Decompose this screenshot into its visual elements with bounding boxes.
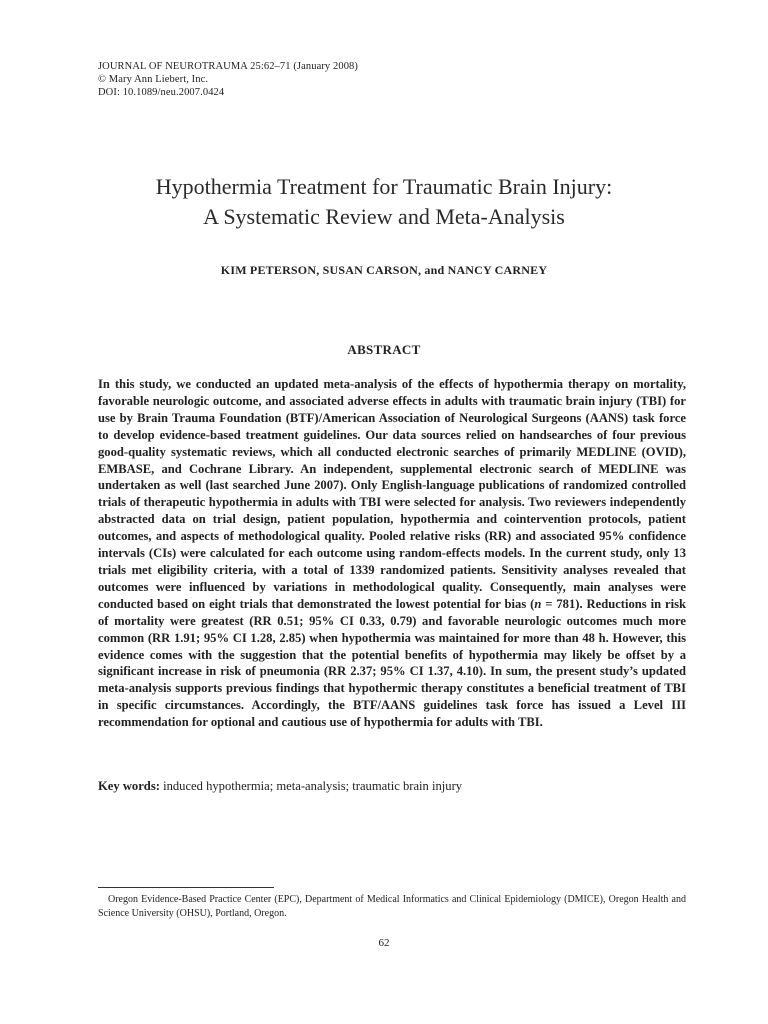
doi-line: DOI: 10.1089/neu.2007.0424 — [98, 87, 225, 98]
journal-citation: JOURNAL OF NEUROTRAUMA 25:62–71 (January 2008) — [98, 61, 358, 72]
author-list: KIM PETERSON, SUSAN CARSON, and NANCY CARNEY — [220, 263, 548, 277]
keywords-terms: induced hypothermia; meta-analysis; traumatic brain injury — [159, 779, 463, 793]
abstract-body — [98, 376, 686, 731]
title-line-1: Hypothermia Treatment for Traumatic Brain Injury: — [155, 174, 613, 199]
keywords-label: Key words: — [98, 779, 160, 793]
journal-header — [98, 60, 358, 99]
article-title — [0, 172, 768, 232]
keywords-line — [98, 778, 686, 795]
abstract-text-part-1: In this study, we conducted an updated meta-analysis of the effects of hypothermia therapy on mortality, favorable neurologic outcome, and associated adverse effects in adults with traumatic brain injury (TBI) for use by Brain Trauma Foundation (BTF)/American Association of Neurological Surgeons (AANS) task force to develop evidence-based treatment guidelines. Our data sources relied on handsearches of four previous good-quality systematic reviews, which all conducted electronic searches of primarily MEDLINE (OVID), EMBASE, and Cochrane Library. An independent, supplemental electronic search of MEDLINE was undertaken as well (last searched June 2007). Only English-language publications of randomized controlled trials of therapeutic hypothermia in adults with TBI were selected for analysis. Two reviewers independently abstracted data on trial design, patient population, hypothermia and cointervention protocols, patient outcomes, and aspects of methodological quality. Pooled relative risks (RR) and associated 95% confidence intervals (CIs) were calculated for each outcome using random-effects models. In the current study, only 13 trials met eligibility criteria, with a total of 1339 randomized patients. Sensitivity analyses revealed that outcomes were influenced by variations in methodological quality. Consequently, main analyses were conducted based on eight trials that demonstrated the lowest potential for bias ( — [98, 377, 686, 611]
page-number: 62 — [378, 937, 390, 949]
copyright-notice: © Mary Ann Liebert, Inc. — [98, 74, 209, 85]
author-affiliation: Oregon Evidence-Based Practice Center (EPC), Department of Medical Informatics and Clinical Epidemiology (DMICE), Oregon Health and Science University (OHSU), Portland, Oregon. — [98, 894, 686, 919]
sample-size-symbol: n — [534, 596, 542, 611]
title-line-2: A Systematic Review and Meta-Analysis — [203, 204, 565, 229]
abstract-heading: ABSTRACT — [347, 342, 421, 357]
footnote-divider — [98, 887, 274, 888]
abstract-text-part-2: = 781). Reductions in risk of mortality were greatest (RR 0.51; 95% CI 0.33, 0.79) and favorable neurologic outcomes much more common (RR 1.91; 95% CI 1.28, 2.85) when hypothermia was maintained for more than 48 h. However, this evidence comes with the suggestion that the potential benefits of hypothermia may likely be offset by a significant increase in risk of pneumonia (RR 2.37; 95% CI 1.37, 4.10). In sum, the present study’s updated meta-analysis supports previous findings that hypothermic therapy constitutes a beneficial treatment of TBI in specific circumstances. Accordingly, the BTF/AANS guidelines task force has issued a Level III recommendation for optional and cautious use of hypothermia for adults with TBI. — [98, 596, 686, 730]
